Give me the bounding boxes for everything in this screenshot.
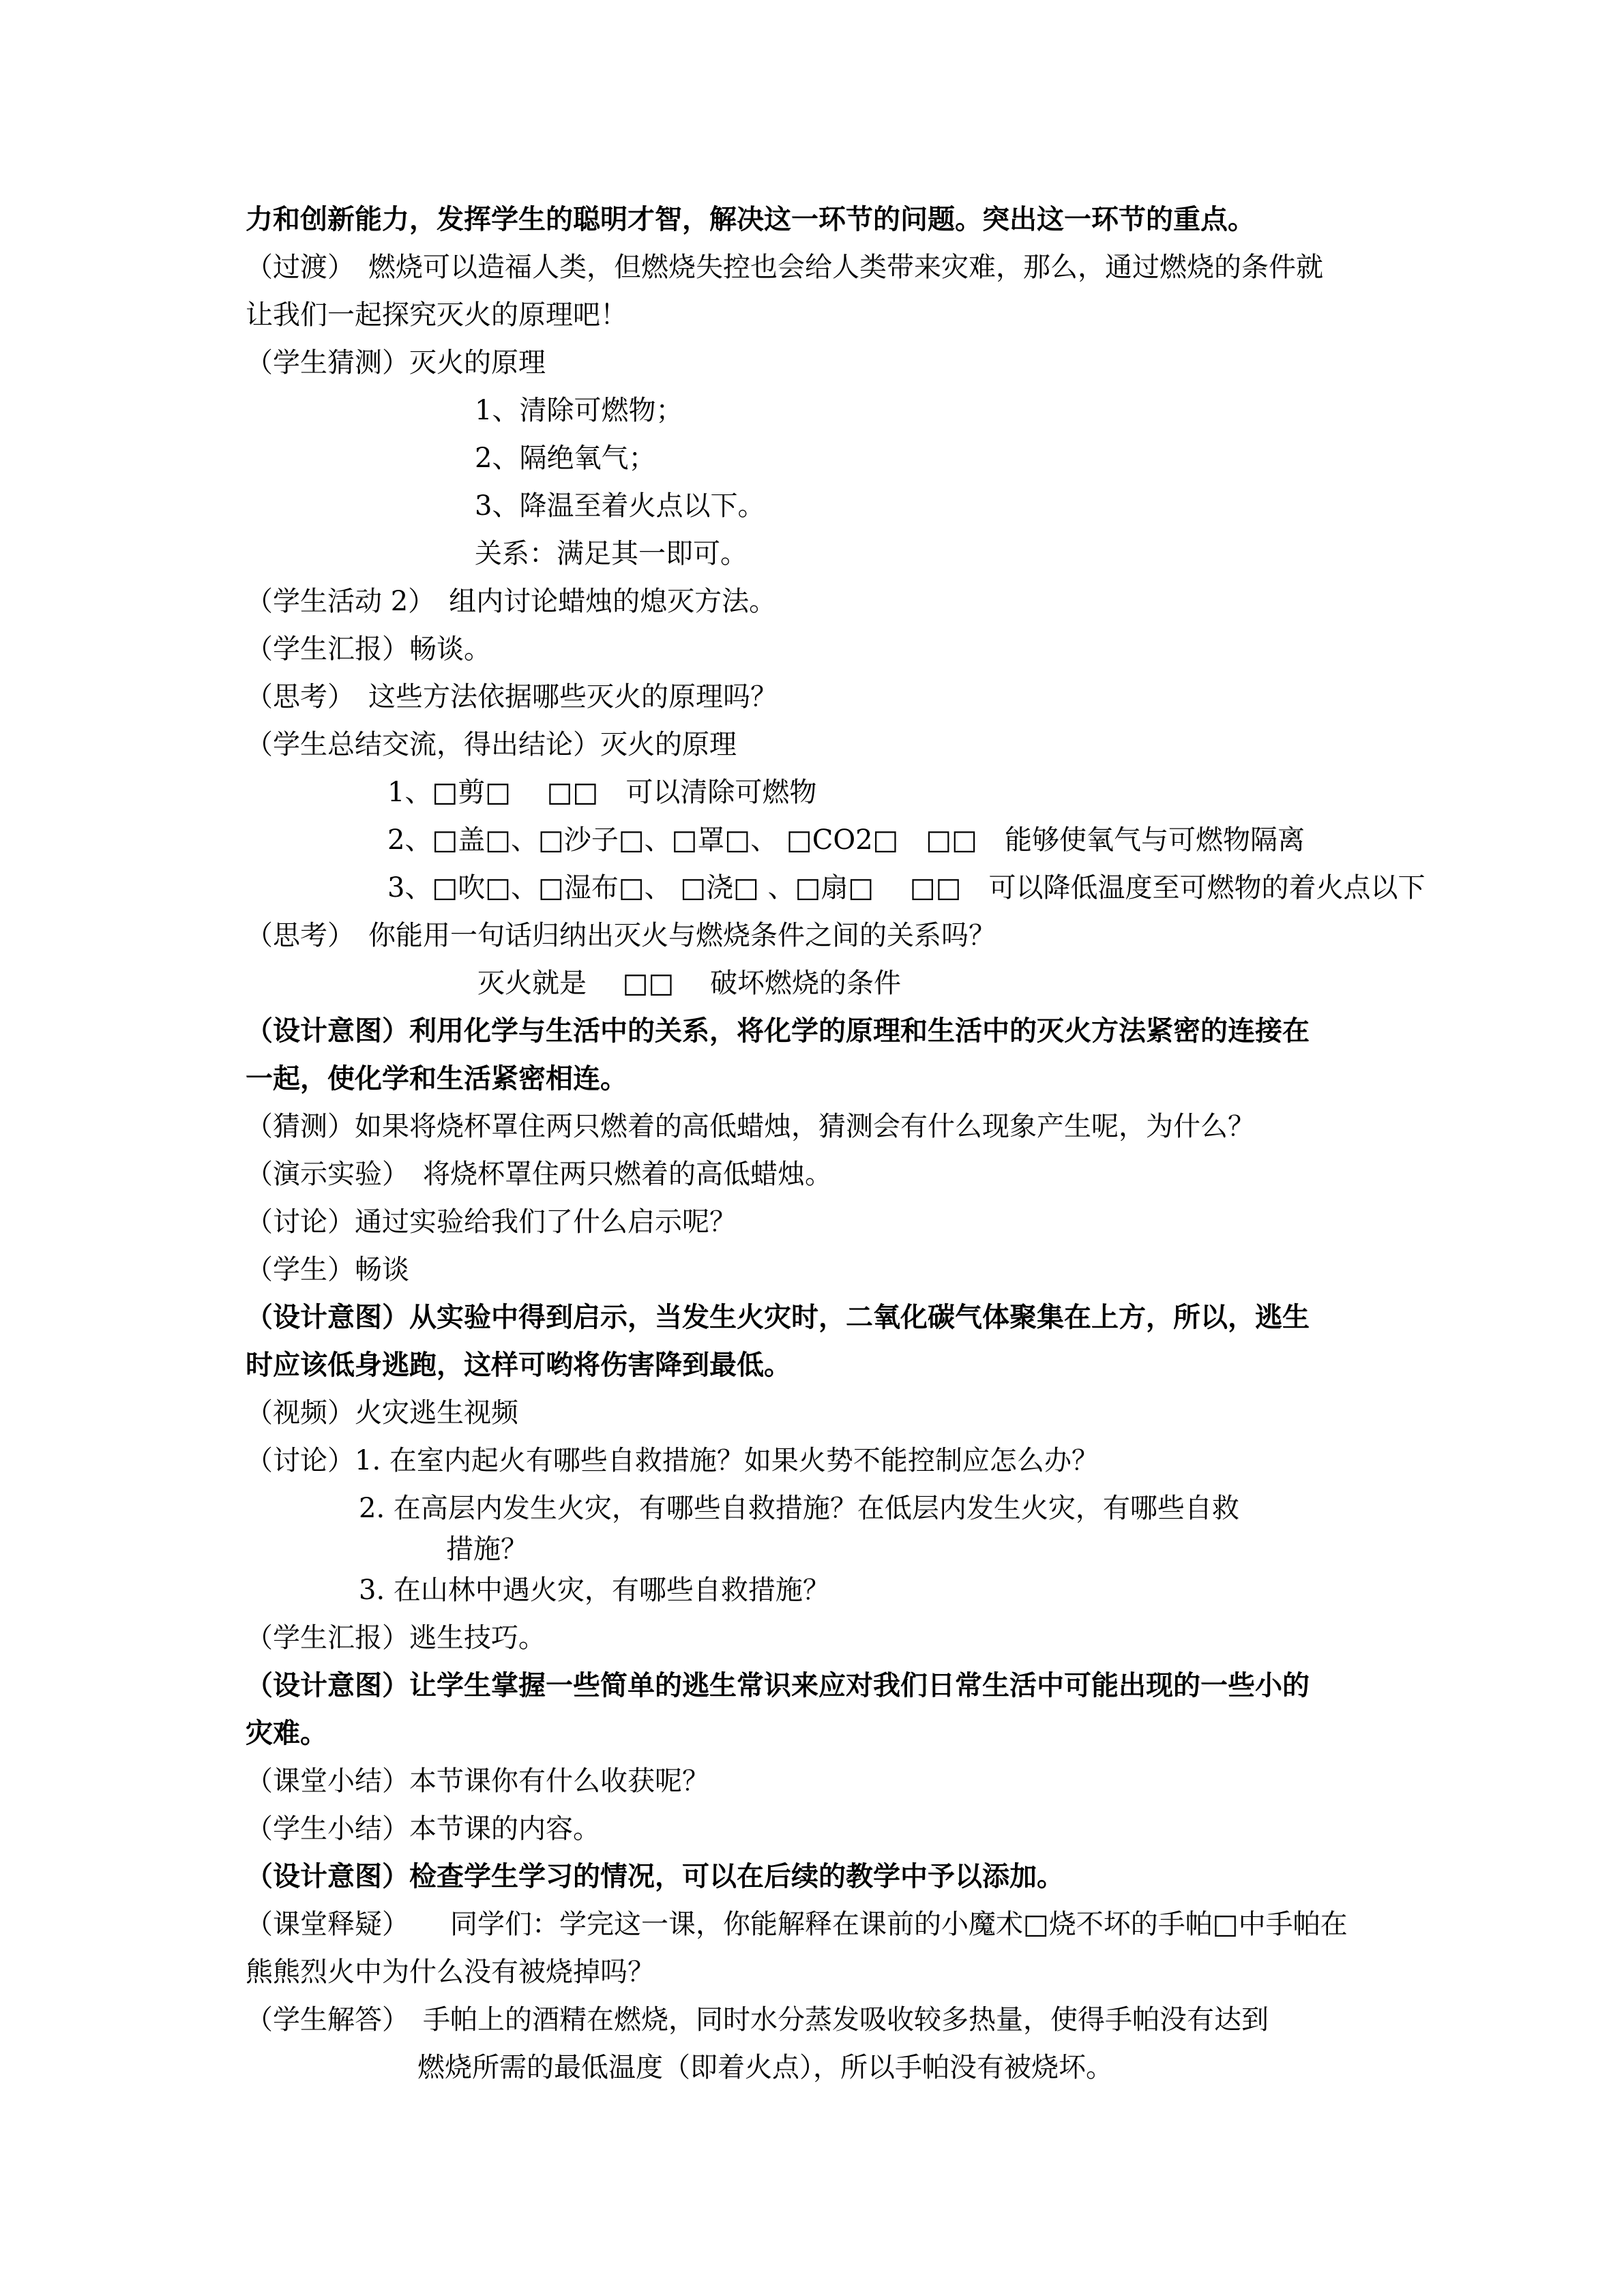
text-line: 灭火就是 □□ 破坏燃烧的条件 [477,968,902,999]
text-line: 2、□盖□、□沙子□、□罩□、 □CO2□ □□ 能够使氧气与可燃物隔离 [387,824,1305,856]
text-line: （设计意图）检查学生学习的情况，可以在后续的教学中予以添加。 [246,1860,1064,1892]
text-line: （设计意图）从实验中得到启示，当发生火灾时，二氧化碳气体聚集在上方，所以，逃生 [246,1301,1310,1333]
text-line: （过渡） 燃烧可以造福人类，但燃烧失控也会给人类带来灾难，那么，通过燃烧的条件就 [246,252,1323,283]
text-line: （演示实验） 将烧杯罩住两只燃着的高低蜡烛。 [246,1159,832,1190]
text-line: （思考） 你能用一句话归纳出灭火与燃烧条件之间的关系吗？ [246,920,996,951]
text-line: （学生猜测）灭火的原理 [246,347,546,378]
text-line: 让我们一起探究灭火的原理吧！ [246,299,628,331]
text-line: 熊熊烈火中为什么没有被烧掉吗？ [246,1956,655,1988]
text-line: 1、清除可燃物； [475,395,683,426]
text-line: 1、□剪□ □□ 可以清除可燃物 [387,777,817,808]
text-line: （设计意图）让学生掌握一些简单的逃生常识来应对我们日常生活中可能出现的一些小的 [246,1669,1310,1701]
text-line: （讨论）1. 在室内起火有哪些自救措施？如果火势不能控制应怎么办？ [246,1445,1099,1476]
text-line: （学生活动 2） 组内讨论蜡烛的熄灭方法。 [246,586,777,617]
text-line: 3、降温至着火点以下。 [475,490,765,522]
text-line: （讨论）通过实验给我们了什么启示呢？ [246,1206,737,1238]
text-line: 3. 在山林中遇火灾，有哪些自救措施？ [359,1575,830,1606]
text-line: （课堂小结）本节课你有什么收获呢？ [246,1765,709,1797]
text-line: （学生解答） 手帕上的酒精在燃烧，同时水分蒸发吸收较多热量，使得手帕没有达到 [246,2004,1269,2036]
text-line: （学生汇报）逃生技巧。 [246,1622,546,1654]
text-line: （学生总结交流，得出结论）灭火的原理 [246,729,737,760]
text-line: 力和创新能力，发挥学生的聪明才智，解决这一环节的问题。突出这一环节的重点。 [246,203,1255,235]
text-line: 3、□吹□、□湿布□、 □浇□ 、□扇□ □□ 可以降低温度至可燃物的着火点以下 [387,872,1426,904]
text-line: （学生）畅谈 [246,1254,409,1285]
text-line: 燃烧所需的最低温度（即着火点），所以手帕没有被烧坏。 [417,2052,1113,2083]
text-line: 2、隔绝氧气； [475,443,656,474]
text-line: 措施？ [446,1534,528,1565]
text-line: 关系：满足其一即可。 [475,538,748,569]
text-line: （猜测）如果将烧杯罩住两只燃着的高低蜡烛，猜测会有什么现象产生呢，为什么？ [246,1111,1255,1142]
text-line: （视频）火灾逃生视频 [246,1397,518,1429]
text-line: （设计意图）利用化学与生活中的关系，将化学的原理和生活中的灭火方法紧密的连接在 [246,1015,1310,1047]
text-line: 时应该低身逃跑，这样可哟将伤害降到最低。 [246,1349,791,1381]
text-line: 一起，使化学和生活紧密相连。 [246,1062,628,1094]
text-line: （学生汇报）畅谈。 [246,633,491,665]
text-line: （课堂释疑） 同学们：学完这一课，你能解释在课前的小魔术□烧不坏的手帕□中手帕在 [246,1909,1348,1940]
text-line: （学生小结）本节课的内容。 [246,1813,600,1845]
text-line: 2. 在高层内发生火灾，有哪些自救措施？在低层内发生火灾，有哪些自救 [359,1493,1239,1524]
text-line: （思考） 这些方法依据哪些灭火的原理吗？ [246,681,778,713]
text-line: 灾难。 [246,1717,327,1749]
